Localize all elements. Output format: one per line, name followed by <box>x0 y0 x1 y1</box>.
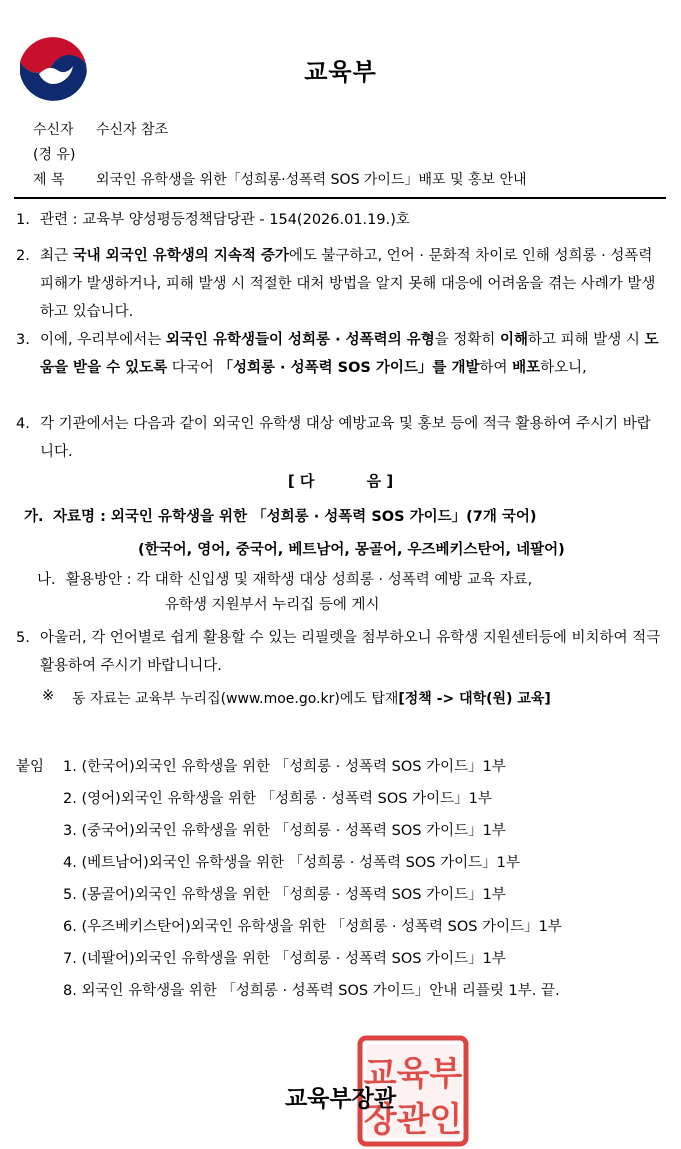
sender-title: 교육부장관 <box>284 1086 397 1112</box>
paragraph-text: 각 기관에서는 다음과 같이 외국인 유학생 대상 예방교육 및 홍보 등에 적극 활용하여 주시기 바랍니다. <box>40 416 651 460</box>
text-run: 을 정확히 <box>434 332 501 348</box>
text-run: 에도 불구하고, 언어 · 문화적 차이로 인해 성희롱 · 성폭력 피해가 발생하거나, 피해 발생 시 적절한 대처 방법을 알지 못해 대응에 어려움을 겪는 사례가 발생하고 있습니다. <box>40 248 656 320</box>
attachment-item: 1. (한국어)외국인 유학생을 위한 「성희롱 · 성폭력 SOS 가이드」1부 <box>63 759 506 775</box>
note-bold-text: [정책 -> 대학(원) 교육] <box>398 691 551 707</box>
attachment-item: 7. (네팔어)외국인 유학생을 위한 「성희롱 · 성폭력 SOS 가이드」1부 <box>63 951 506 967</box>
bold-run: 「성희롱 · 성폭력 SOS 가이드」를 개발 <box>218 360 480 376</box>
paragraph-number: 2. <box>16 248 30 264</box>
paragraph-number: 5. <box>16 630 30 646</box>
document-org-title: 교육부 <box>304 58 377 86</box>
item-ga-languages: (한국어, 영어, 중국어, 베트남어, 몽골어, 우즈베키스탄어, 네팔어) <box>138 542 565 558</box>
svg-text:교육부: 교육부 <box>363 1054 463 1094</box>
note-row <box>72 688 551 708</box>
attachment-item: 2. (영어)외국인 유학생을 위한 「성희롱 · 성폭력 SOS 가이드」1부 <box>63 791 492 807</box>
paragraph-number: 3. <box>16 332 30 348</box>
text-run: 하여 <box>479 360 513 376</box>
item-ga-text: 자료명 : 외국인 유학생을 위한 「성희롱 · 성폭력 SOS 가이드」(7개 국어) <box>53 509 537 525</box>
text-run: 다국어 <box>167 360 219 376</box>
header-divider <box>14 197 666 199</box>
bold-run: 이해 <box>500 332 529 348</box>
note-mark: ※ <box>42 688 55 704</box>
recipient-label: 수신자 <box>33 122 74 138</box>
paragraph-4 <box>16 410 661 466</box>
text-run: 하고 피해 발생 시 <box>528 332 645 348</box>
text-run: 최근 <box>40 248 73 264</box>
attachment-item: 8. 외국인 유학생을 위한 「성희롱 · 성폭력 SOS 가이드」안내 리플릿 1부. 끝. <box>63 983 560 999</box>
subject-label: 제 목 <box>33 172 65 188</box>
attachment-item: 4. (베트남어)외국인 유학생을 위한 「성희롱 · 성폭력 SOS 가이드」1부 <box>63 855 520 871</box>
paragraph-2 <box>16 242 661 326</box>
bold-run: 도움을 받을 수 있도록 <box>40 332 659 376</box>
text-run: 이에, 우리부에서는 <box>40 332 166 348</box>
paragraph-number: 4. <box>16 416 30 432</box>
paragraph-3 <box>16 326 661 410</box>
recipient-value: 수신자 참조 <box>96 122 169 138</box>
note-text: 동 자료는 교육부 누리집(www.moe.go.kr)에도 탑재 <box>72 691 399 707</box>
paragraph-text: 관련 : 교육부 양성평등정책담당관 - 154(2026.01.19.)호 <box>40 212 410 228</box>
item-na-label: 나. <box>37 572 56 588</box>
via-label: (경 유) <box>33 147 76 163</box>
paragraph-5 <box>16 624 661 680</box>
text-run: 하오니, <box>540 360 587 376</box>
da-eum-heading: [ 다 음 ] <box>287 472 394 490</box>
attachment-item: 3. (중국어)외국인 유학생을 위한 「성희롱 · 성폭력 SOS 가이드」1부 <box>63 823 506 839</box>
paragraph-number: 1. <box>16 212 30 228</box>
bold-run: 국내 외국인 유학생의 지속적 증가 <box>72 248 289 264</box>
bold-run: 배포 <box>512 360 541 376</box>
attachment-item: 6. (우즈베키스탄어)외국인 유학생을 위한 「성희롱 · 성폭력 SOS 가이드」1부 <box>63 919 562 935</box>
bold-run: 외국인 유학생들이 성희롱 · 성폭력의 유형 <box>165 332 435 348</box>
attachment-label: 붙임 <box>16 759 45 775</box>
item-ga-label: 가. <box>24 509 44 525</box>
subject-value: 외국인 유학생을 위한「성희롱·성폭력 SOS 가이드」배포 및 홍보 안내 <box>96 172 527 188</box>
paragraph-text: 아울러, 각 언어별로 쉽게 활용할 수 있는 리필렛을 첨부하오니 유학생 지원센터등에 비치하여 적극 활용하여 주시기 바랍니니다. <box>40 630 661 674</box>
item-na-line2: 유학생 지원부서 누리집 등에 게시 <box>165 597 380 613</box>
item-na-line1: 활용방안 : 각 대학 신입생 및 재학생 대상 성희롱 · 성폭력 예방 교육 자료, <box>66 572 533 588</box>
svg-text:장관인: 장관인 <box>363 1100 463 1140</box>
attachment-item: 5. (몽골어)외국인 유학생을 위한 「성희롱 · 성폭력 SOS 가이드」1부 <box>63 887 506 903</box>
paragraph-1 <box>16 206 661 234</box>
